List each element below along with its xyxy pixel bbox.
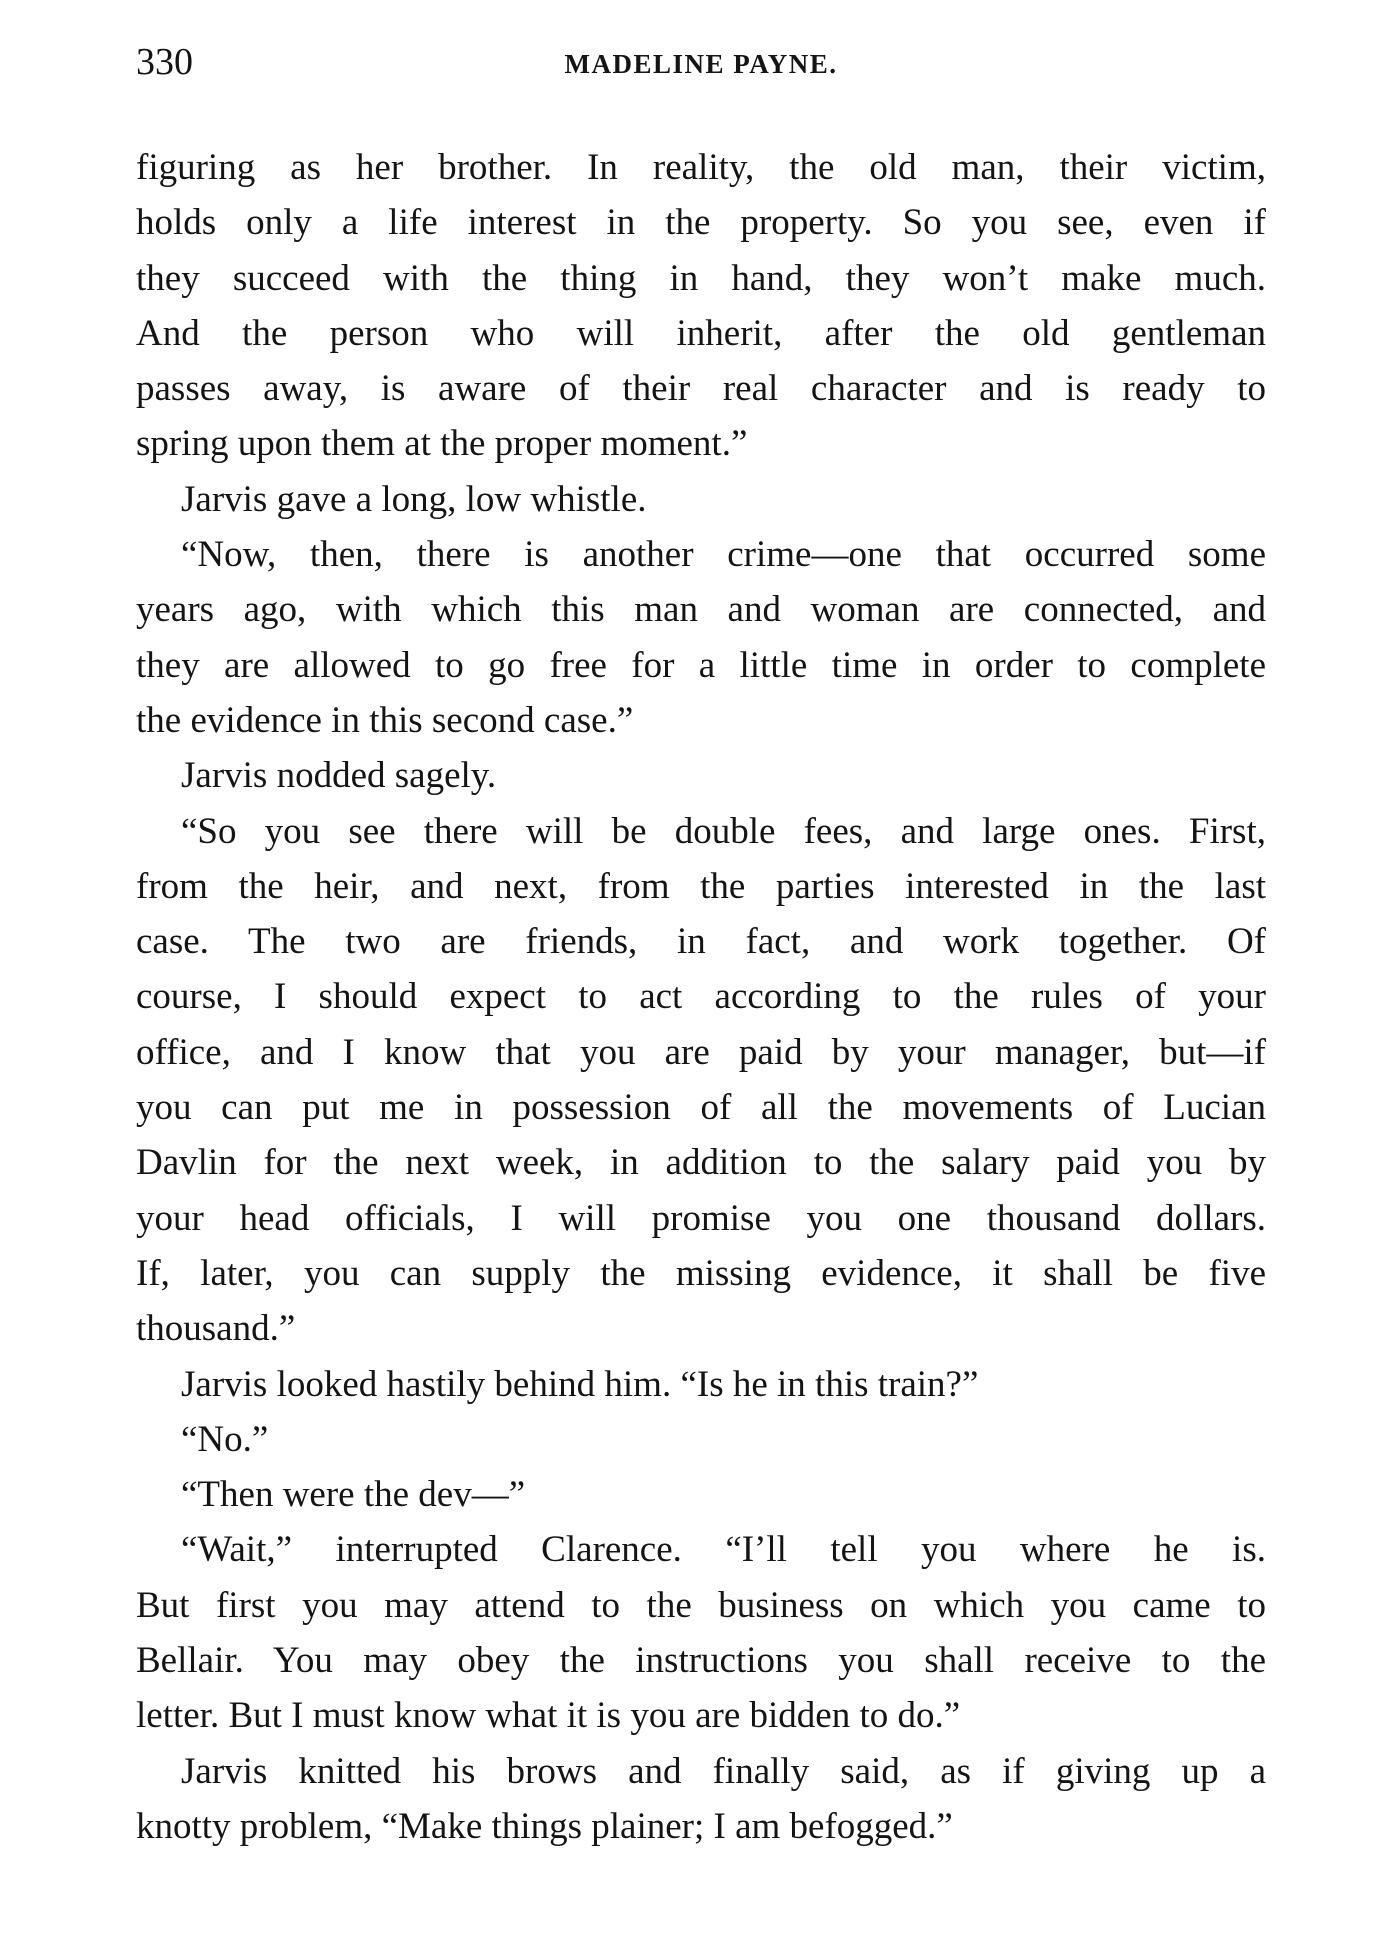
text-line: office, and I know that you are paid by your manager, but—if bbox=[136, 1031, 1266, 1073]
text-line: Jarvis looked hastily behind him. “Is he in this train?” bbox=[181, 1363, 979, 1405]
text-line: letter. But I must know what it is you are bidden to do.” bbox=[136, 1695, 961, 1737]
text-line: course, I should expect to act according to the rules of your bbox=[136, 976, 1266, 1018]
page-number: 330 bbox=[136, 41, 193, 83]
text-line: “Then were the dev—” bbox=[181, 1474, 526, 1516]
text-line: thousand.” bbox=[136, 1308, 296, 1350]
text-line: they succeed with the thing in hand, they won’t make much. bbox=[136, 257, 1266, 299]
text-line: Bellair. You may obey the instructions you shall receive to the bbox=[136, 1640, 1266, 1682]
text-line: your head officials, I will promise you one thousand dollars. bbox=[136, 1197, 1266, 1239]
text-line: Jarvis knitted his brows and finally said, as if giving up a bbox=[181, 1750, 1266, 1792]
text-line: Jarvis nodded sagely. bbox=[181, 755, 497, 797]
text-line: And the person who will inherit, after the old gentleman bbox=[136, 312, 1266, 354]
text-line: knotty problem, “Make things plainer; I am befogged.” bbox=[136, 1805, 953, 1847]
text-line: case. The two are friends, in fact, and work together. Of bbox=[136, 921, 1266, 963]
text-line: “Now, then, there is another crime—one that occurred some bbox=[181, 534, 1266, 576]
text-line: Davlin for the next week, in addition to the salary paid you by bbox=[136, 1142, 1266, 1184]
running-title: MADELINE PAYNE. bbox=[564, 49, 838, 79]
page-header bbox=[136, 38, 1266, 86]
text-line: “No.” bbox=[181, 1418, 269, 1460]
text-line: If, later, you can supply the missing evidence, it shall be five bbox=[136, 1252, 1266, 1294]
text-line: Jarvis gave a long, low whistle. bbox=[181, 478, 647, 520]
text-line: holds only a life interest in the property. So you see, even if bbox=[136, 202, 1266, 244]
text-line: spring upon them at the proper moment.” bbox=[136, 423, 748, 465]
text-line: passes away, is aware of their real character and is ready to bbox=[136, 368, 1266, 410]
text-line: you can put me in possession of all the movements of Lucian bbox=[136, 1087, 1266, 1129]
text-line: figuring as her brother. In reality, the old man, their victim, bbox=[136, 147, 1266, 188]
text-line: from the heir, and next, from the parties interested in the last bbox=[136, 865, 1266, 907]
text-line: “So you see there will be double fees, and large ones. First, bbox=[181, 810, 1266, 852]
text-line: the evidence in this second case.” bbox=[136, 699, 634, 741]
text-line: years ago, with which this man and woman are connected, and bbox=[136, 589, 1266, 631]
text-line: they are allowed to go free for a little time in order to complete bbox=[136, 644, 1266, 686]
body-text bbox=[136, 140, 1266, 1854]
text-line: “Wait,” interrupted Clarence. “I’ll tell you where he is. bbox=[181, 1529, 1266, 1571]
text-line: But first you may attend to the business on which you came to bbox=[136, 1584, 1266, 1626]
